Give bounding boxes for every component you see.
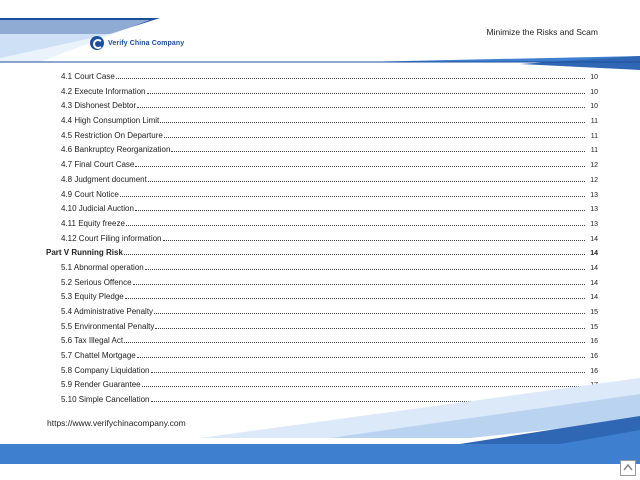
toc-entry[interactable] — [46, 173, 598, 188]
toc-leader-dots — [160, 122, 585, 123]
toc-entry-page: 16 — [590, 338, 598, 346]
toc-entry[interactable] — [46, 305, 598, 320]
toc-entry[interactable] — [46, 349, 598, 364]
toc-entry-page: 14 — [590, 294, 598, 302]
toc-entry-page: 15 — [590, 309, 598, 316]
toc-entry-title: 5.10 Simple Cancellation — [61, 395, 150, 405]
toc-entry-title: 4.10 Judicial Auction — [61, 204, 134, 214]
toc-leader-dots — [163, 240, 586, 241]
toc-leader-dots — [171, 151, 585, 152]
toc-entry[interactable] — [46, 99, 598, 114]
toc-entry-page: 13 — [590, 206, 598, 214]
toc-entry[interactable] — [46, 217, 598, 232]
toc-entry[interactable] — [46, 261, 598, 276]
toc-entry-page: 14 — [590, 250, 598, 258]
toc-entry-title: 4.12 Court Filing information — [61, 233, 162, 243]
toc-entry-title: 5.6 Tax Illegal Act — [61, 336, 124, 346]
toc-leader-dots — [126, 225, 585, 226]
toc-entry[interactable] — [46, 276, 598, 291]
toc-entry-title: 4.8 Judgment document — [61, 174, 147, 184]
toc-entry[interactable] — [46, 290, 598, 305]
toc-entry-page: 12 — [590, 162, 598, 170]
toc-entry-page: 14 — [590, 264, 598, 272]
toc-entry-title: 4.2 Execute Information — [61, 86, 146, 96]
toc-leader-dots — [164, 137, 585, 138]
toc-leader-dots — [133, 284, 585, 285]
toc-leader-dots — [147, 93, 586, 94]
toc-entry-title: 5.1 Abnormal operation — [61, 262, 144, 272]
toc-entry-title: 4.3 Dishonest Debtor — [61, 101, 137, 111]
back-to-top-icon[interactable] — [620, 460, 636, 476]
toc-entry[interactable] — [46, 334, 598, 349]
toc-entry-title: 5.4 Administrative Penalty — [61, 307, 154, 316]
toc-entry-title: 4.1 Court Case — [61, 72, 115, 81]
toc-entry-page: 16 — [590, 367, 598, 375]
toc-entry-title: 5.8 Company Liquidation — [61, 365, 150, 375]
toc-leader-dots — [116, 78, 585, 79]
toc-entry-page: 16 — [590, 353, 598, 361]
toc-leader-dots — [148, 181, 585, 182]
toc-entry-page: 11 — [590, 147, 598, 155]
toc-entry[interactable] — [46, 320, 598, 335]
logo-icon — [90, 36, 104, 50]
toc-entry-page: 12 — [590, 176, 598, 184]
toc-entry-page: 15 — [590, 323, 598, 331]
logo-text: Verify China Company — [108, 39, 185, 47]
toc-entry-page: 11 — [590, 132, 598, 140]
toc-entry-page: 10 — [590, 74, 598, 81]
toc-leader-dots — [137, 107, 585, 108]
toc-entry-title: 4.6 Bankruptcy Reorganization — [61, 145, 171, 155]
toc-entry-page: 14 — [590, 235, 598, 243]
toc-entry-title: 5.3 Equity Pledge — [61, 292, 124, 302]
toc-leader-dots — [124, 342, 585, 343]
toc-entry-page: 13 — [590, 220, 598, 228]
toc-entry-title: 4.7 Final Court Case — [61, 160, 135, 170]
toc-entry-title: 4.5 Restriction On Departure — [61, 130, 163, 140]
toc-leader-dots — [155, 328, 585, 329]
toc-entry[interactable] — [46, 85, 598, 100]
toc-entry-title: 5.7 Chattel Mortgage — [61, 351, 136, 361]
toc-entry-title: 4.11 Equity freeze — [61, 218, 125, 228]
company-logo — [90, 35, 184, 51]
toc-entry-title: 4.9 Court Notice — [61, 189, 119, 199]
toc-entry[interactable] — [46, 246, 598, 261]
toc-entry-title: 5.5 Environmental Penalty — [61, 321, 155, 331]
toc-entry[interactable] — [46, 129, 598, 144]
toc-leader-dots — [154, 313, 585, 314]
toc-leader-dots — [135, 166, 585, 167]
toc-entry[interactable] — [46, 143, 598, 158]
toc-entry-title: Part V Running Risk — [46, 248, 123, 258]
document-header-title: Minimize the Risks and Scam — [486, 27, 598, 37]
toc-entry-page: 10 — [590, 88, 598, 96]
toc-leader-dots — [120, 196, 585, 197]
toc-entry-title: 4.4 High Consumption Limit — [61, 116, 160, 126]
toc-entry[interactable] — [46, 188, 598, 203]
toc-leader-dots — [124, 254, 585, 255]
toc-leader-dots — [137, 357, 585, 358]
toc-entry[interactable] — [46, 70, 598, 85]
toc-entry-title: 5.2 Serious Offence — [61, 277, 132, 287]
toc-entry[interactable] — [46, 202, 598, 217]
toc-entry[interactable] — [46, 232, 598, 247]
toc-entry[interactable] — [46, 114, 598, 129]
toc-entry-page: 14 — [590, 279, 598, 287]
toc-leader-dots — [135, 210, 585, 211]
toc-entry-title: 5.9 Render Guarantee — [61, 380, 141, 390]
toc-entry-page: 10 — [590, 103, 598, 111]
toc-entry-page: 11 — [590, 118, 598, 126]
toc-leader-dots — [125, 298, 585, 299]
footer-url: https://www.verifychinacompany.com — [47, 418, 186, 428]
toc-leader-dots — [145, 269, 585, 270]
toc-entry-page: 13 — [590, 191, 598, 199]
table-of-contents — [46, 70, 598, 408]
toc-entry[interactable] — [46, 158, 598, 173]
